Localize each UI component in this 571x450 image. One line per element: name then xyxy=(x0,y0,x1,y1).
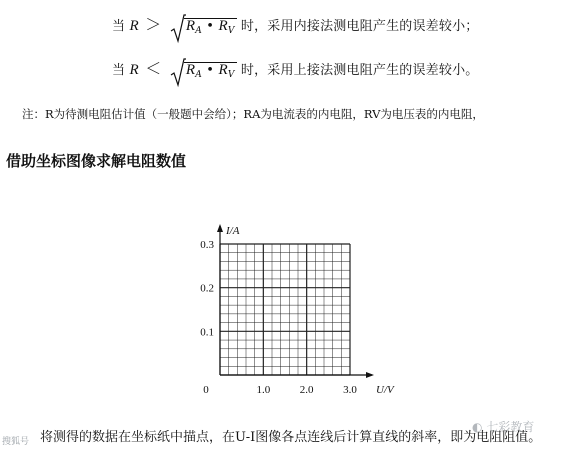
sqrt-expression xyxy=(170,18,237,36)
formula-line-1 xyxy=(112,12,478,36)
rv-symbol: R xyxy=(218,18,228,34)
coordinate-grid-chart xyxy=(190,220,394,400)
caption-text: 将测得的数据在坐标纸中描点，在U-I图像各点连线后计算直线的斜率，即为电阻阻值。 xyxy=(40,430,542,445)
formula-suffix: 时，采用上接法测电阻产生的误差较小。 xyxy=(240,63,479,78)
grid-lines xyxy=(220,244,350,375)
x-tick-label: 1.0 xyxy=(256,384,271,396)
y-axis-arrow-icon xyxy=(217,224,223,232)
y-tick-label: 0.3 xyxy=(200,239,214,251)
formula-line-2 xyxy=(112,56,478,80)
multiply-dot: • xyxy=(206,19,215,34)
variable-r: R xyxy=(129,62,139,78)
rv-subscript: V xyxy=(227,70,235,80)
section-title: 借助坐标图像求解电阻数值 xyxy=(6,152,187,170)
greater-than-sign: ＞ xyxy=(145,15,162,34)
ra-symbol: R xyxy=(185,62,196,78)
sqrt-expression xyxy=(170,62,237,80)
formula-prefix: 当 xyxy=(112,63,126,78)
formula-suffix: 时，采用内接法测电阻产生的误差较小； xyxy=(240,19,479,34)
wechat-icon: ◐ xyxy=(472,420,483,434)
tick-labels xyxy=(200,225,395,396)
formula-prefix: 当 xyxy=(112,19,126,34)
y-axis-label: I/A xyxy=(226,225,240,237)
radical-sign-icon xyxy=(170,14,186,44)
multiply-dot: • xyxy=(206,63,215,78)
x-tick-label: 3.0 xyxy=(343,384,357,396)
watermark-left: 搜狐号 xyxy=(2,437,30,447)
x-axis-arrow-icon xyxy=(366,372,374,378)
variable-r: R xyxy=(129,18,139,34)
origin-label: 0 xyxy=(203,384,209,396)
watermark-right-text: 七彩教育 xyxy=(486,420,535,434)
radical-sign-icon xyxy=(170,58,186,88)
x-axis-label: U/V xyxy=(376,384,394,396)
rv-symbol: R xyxy=(218,62,228,78)
less-than-sign: ＜ xyxy=(145,59,162,78)
ra-subscript: A xyxy=(195,70,202,80)
y-tick-label: 0.2 xyxy=(200,282,214,295)
ra-symbol: R xyxy=(185,18,196,34)
rv-subscript: V xyxy=(227,26,235,36)
note-text: 注：R为待测电阻估计值（一般题中会给）；RA为电流表的内电阻，RV为电压表的内电阻， xyxy=(22,107,484,121)
ra-subscript: A xyxy=(195,26,202,36)
watermark-right xyxy=(472,418,534,435)
y-tick-label: 0.1 xyxy=(200,326,214,339)
x-tick-label: 2.0 xyxy=(299,384,314,396)
